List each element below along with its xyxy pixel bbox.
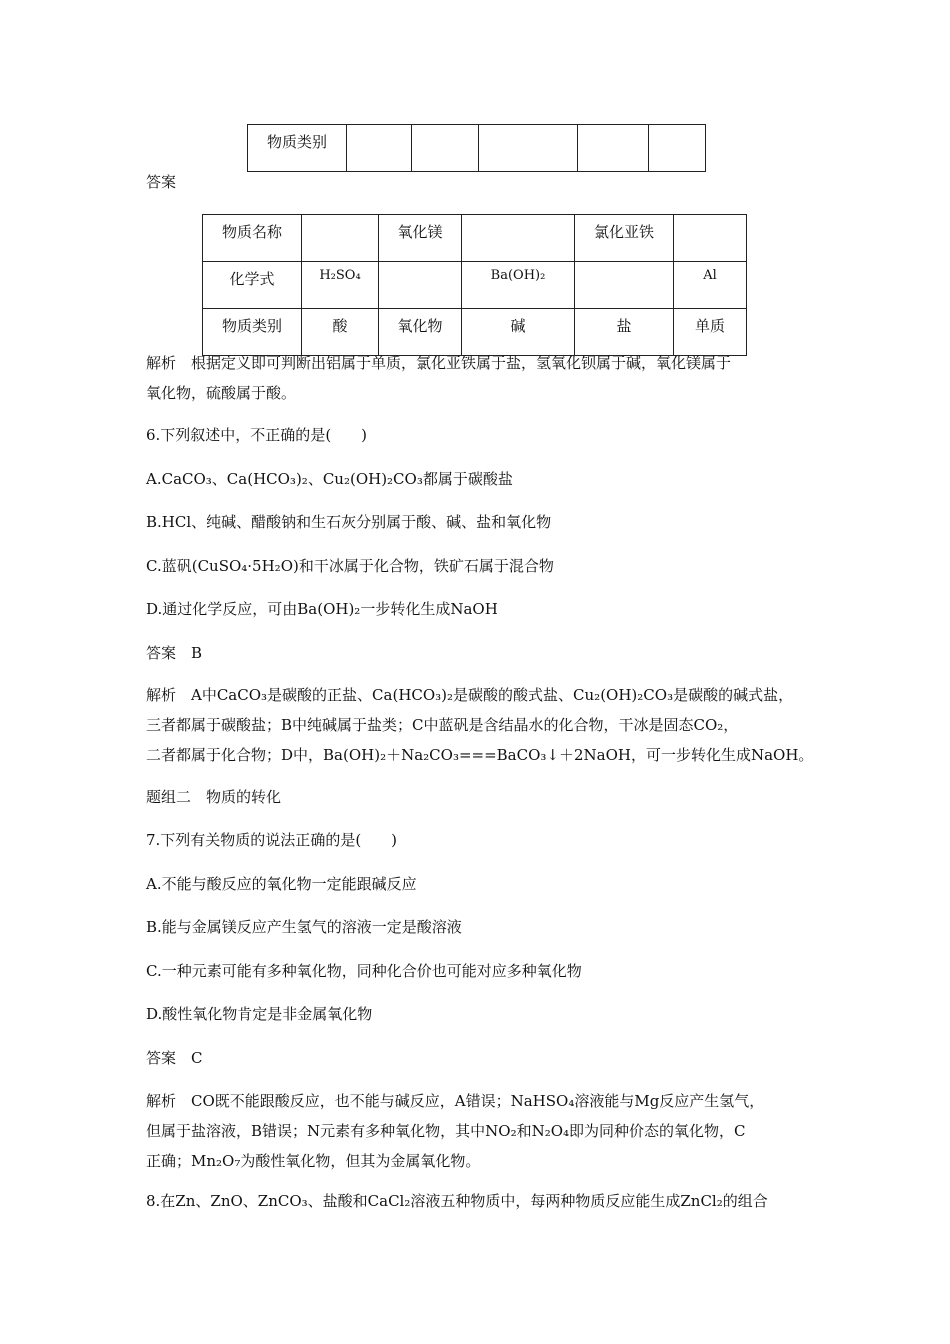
answer-line: 答案 C xyxy=(146,1049,203,1067)
option-a: A.CaCO₃、Ca(HCO₃)₂、Cu₂(OH)₂CO₃都属于碳酸盐 xyxy=(146,470,513,488)
option-b: B.能与金属镁反应产生氢气的溶液一定是酸溶液 xyxy=(146,918,462,936)
table-row xyxy=(248,125,706,172)
table-cell xyxy=(674,215,747,262)
table-cell xyxy=(578,125,649,172)
table-cell xyxy=(462,215,575,262)
text-line: 三者都属于碳酸盐；B中纯碱属于盐类；C中蓝矾是含结晶水的化合物，干冰是固态CO₂， xyxy=(146,716,739,734)
analysis-paragraph xyxy=(146,680,814,770)
table-cell: 物质名称 xyxy=(203,215,302,262)
section-heading: 题组二 物质的转化 xyxy=(146,788,282,806)
answer-line: 答案 B xyxy=(146,644,203,662)
table-cell: 物质类别 xyxy=(248,125,347,172)
answer-label: 答案 xyxy=(146,173,177,191)
text-line: 解析 A中CaCO₃是碳酸的正盐、Ca(HCO₃)₂是碳酸的酸式盐、Cu₂(OH)₂CO₃是碳酸的碱式盐， xyxy=(146,686,794,704)
table-cell xyxy=(379,262,462,309)
answer-table xyxy=(202,214,747,356)
table-cell: Al xyxy=(674,262,747,309)
table-row xyxy=(203,262,747,309)
table-cell: Ba(OH)₂ xyxy=(462,262,575,309)
table-cell xyxy=(649,125,706,172)
table-cell: 氧化物 xyxy=(379,309,462,356)
table-cell: 氧化镁 xyxy=(379,215,462,262)
analysis-paragraph xyxy=(146,1086,811,1176)
option-c: C.一种元素可能有多种氧化物，同种化合价也可能对应多种氧化物 xyxy=(146,962,582,980)
option-b: B.HCl、纯碱、醋酸钠和生石灰分别属于酸、碱、盐和氧化物 xyxy=(146,513,552,531)
table-cell: 单质 xyxy=(674,309,747,356)
analysis-paragraph xyxy=(146,348,811,408)
question-stem: 7.下列有关物质的说法正确的是( ) xyxy=(146,831,398,849)
question-stem: 8.在Zn、ZnO、ZnCO₃、盐酸和CaCl₂溶液五种物质中，每两种物质反应能生成ZnCl₂的组合 xyxy=(146,1192,768,1210)
table-cell: 氯化亚铁 xyxy=(575,215,674,262)
option-c: C.蓝矾(CuSO₄·5H₂O)和干冰属于化合物，铁矿石属于混合物 xyxy=(146,557,554,575)
text-line: 解析 根据定义即可判断出铝属于单质，氯化亚铁属于盐，氢氧化钡属于碱，氧化镁属于 xyxy=(146,354,732,372)
table-cell: 化学式 xyxy=(203,262,302,309)
table-cell xyxy=(479,125,578,172)
table-cell: H₂SO₄ xyxy=(302,262,379,309)
table-cell: 盐 xyxy=(575,309,674,356)
option-d: D.酸性氧化物肯定是非金属氧化物 xyxy=(146,1005,373,1023)
top-partial-table xyxy=(247,124,706,172)
text-line: 二者都属于化合物；D中，Ba(OH)₂＋Na₂CO₃===BaCO₃↓＋2NaOH，可一步转化生成NaOH。 xyxy=(146,746,814,764)
text-line: 氧化物，硫酸属于酸。 xyxy=(146,384,297,402)
option-d: D.通过化学反应，可由Ba(OH)₂一步转化生成NaOH xyxy=(146,600,498,618)
question-stem: 6.下列叙述中，不正确的是( ) xyxy=(146,426,368,444)
table-cell xyxy=(302,215,379,262)
table-cell xyxy=(412,125,479,172)
table-row xyxy=(203,215,747,262)
table-cell: 物质类别 xyxy=(203,309,302,356)
text-line: 但属于盐溶液，B错误；N元素有多种氧化物，其中NO₂和N₂O₄即为同种价态的氧化物，C xyxy=(146,1122,746,1140)
option-a: A.不能与酸反应的氧化物一定能跟碱反应 xyxy=(146,875,417,893)
table-cell: 酸 xyxy=(302,309,379,356)
table-cell xyxy=(347,125,412,172)
table-cell: 碱 xyxy=(462,309,575,356)
text-line: 解析 CO既不能跟酸反应，也不能与碱反应，A错误；NaHSO₄溶液能与Mg反应产生氢气， xyxy=(146,1092,765,1110)
table-cell xyxy=(575,262,674,309)
text-line: 正确；Mn₂O₇为酸性氧化物，但其为金属氧化物。 xyxy=(146,1152,481,1170)
